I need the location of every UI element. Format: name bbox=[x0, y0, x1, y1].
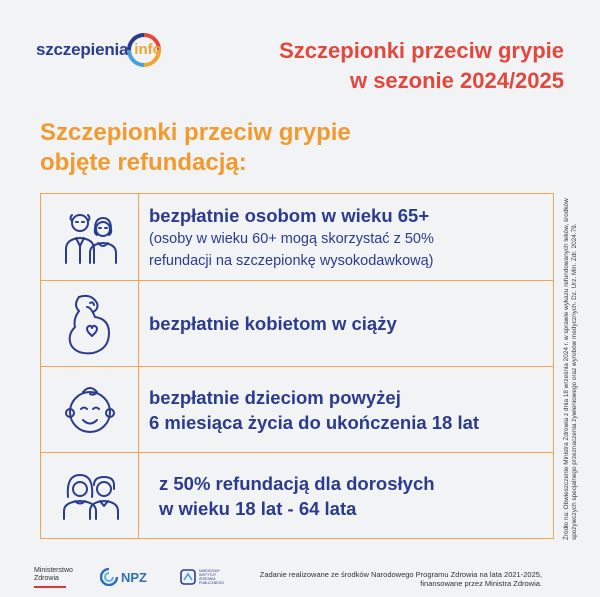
logo-info-text: info bbox=[134, 41, 162, 58]
table-row-seniors bbox=[41, 194, 553, 281]
ministry-logo-bar bbox=[34, 586, 66, 588]
table-row-pregnant bbox=[41, 281, 553, 367]
ministry-line1: Ministerstwo bbox=[34, 567, 73, 574]
row-note-line2: refundacji na szczepionkę wysokodawkową) bbox=[149, 252, 434, 269]
szczepienia-info-logo bbox=[36, 32, 162, 68]
section-title bbox=[40, 118, 351, 178]
row-heading: bezpłatnie osobom w wieku 65+ bbox=[149, 204, 430, 226]
adults-couple-icon bbox=[60, 471, 120, 521]
ministry-logo-text bbox=[34, 567, 73, 588]
header-title-line2: w sezonie 2024/2025 bbox=[349, 68, 564, 93]
row-icon-cell bbox=[41, 194, 139, 280]
nipz-text: NARODOWY INSTYTUT ZDROWIA PUBLICZNEGO bbox=[199, 569, 225, 585]
section-title-line1: Szczepionki przeciw grypie bbox=[40, 119, 351, 146]
row-note-line1: (osoby w wieku 60+ mogą skorzystać z 50% bbox=[149, 230, 434, 247]
table-row-adults bbox=[41, 453, 553, 539]
row-heading-line2: 6 miesiąca życia do ukończenia 18 lat bbox=[149, 411, 480, 433]
header-title-line1: Szczepionki przeciw grypie bbox=[279, 38, 564, 63]
logo-text: szczepienia bbox=[36, 40, 129, 59]
row-heading-line1: bezpłatnie dzieciom powyżej bbox=[149, 386, 401, 408]
source-note bbox=[563, 192, 595, 540]
source-note-line2: spożywczych specjalnego przeznaczenia żywieniowego oraz wyrobów medycznych. Dz. Urz. Min. Zdr. 2024.79. bbox=[571, 223, 578, 540]
table-row-children bbox=[41, 367, 553, 453]
npz-logo bbox=[100, 568, 147, 586]
child-face-icon bbox=[61, 382, 119, 438]
funding-note bbox=[260, 570, 542, 588]
section-title-line2: objęte refundacją: bbox=[40, 149, 247, 176]
ministry-logo bbox=[34, 567, 73, 588]
pregnant-woman-icon bbox=[65, 293, 115, 355]
source-note-line1: Źródło na: Obwieszczenie Ministra Zdrowia z dnia 18 września 2024 r. w sprawie wykazu refundowanych leków, środków bbox=[563, 198, 570, 540]
nipz-logo bbox=[180, 569, 229, 585]
npz-swirl-icon bbox=[100, 568, 118, 586]
elderly-couple-icon bbox=[60, 209, 120, 265]
row-heading: bezpłatnie kobietom w ciąży bbox=[149, 313, 397, 334]
funding-note-line2: finansowane przez Ministra Zdrowia. bbox=[420, 579, 542, 588]
row-heading-line1: z 50% refundacją dla dorosłych bbox=[159, 473, 435, 494]
row-text bbox=[159, 453, 547, 539]
header-title bbox=[279, 36, 564, 96]
row-icon-cell bbox=[41, 367, 139, 452]
row-text bbox=[149, 281, 547, 366]
row-heading-line2: w wieku 18 lat - 64 lata bbox=[159, 498, 357, 519]
logo-ring bbox=[126, 32, 162, 68]
npz-text: NPZ bbox=[121, 569, 147, 585]
row-text bbox=[149, 194, 547, 280]
ministry-line2: Zdrowia bbox=[34, 575, 59, 582]
funding-note-line1: Zadanie realizowane ze środków Narodowego Programu Zdrowia na lata 2021-2025, bbox=[259, 570, 542, 579]
refund-table bbox=[40, 193, 554, 539]
row-icon-cell bbox=[41, 281, 139, 366]
row-text bbox=[149, 367, 547, 452]
row-icon-cell bbox=[41, 453, 139, 539]
nipz-emblem-icon bbox=[180, 569, 196, 585]
